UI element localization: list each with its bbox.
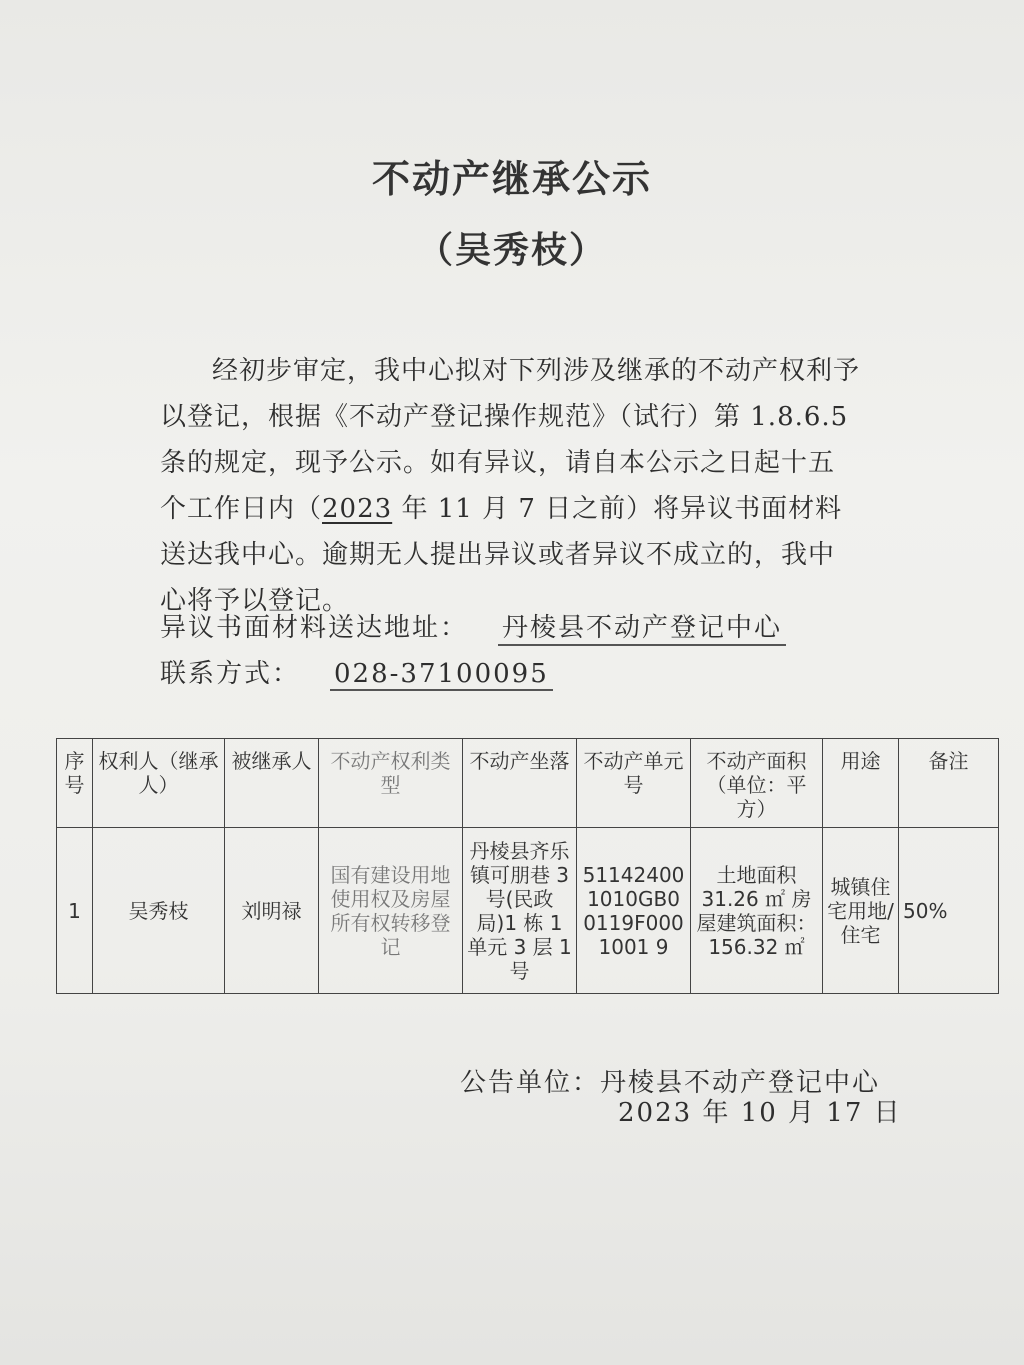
cell-decedent: 刘明禄 <box>225 828 319 994</box>
cell-right-type: 国有建设用地使用权及房屋所有权转移登记 <box>319 828 463 994</box>
contact-row <box>160 653 553 691</box>
header-unit-no: 不动产单元号 <box>577 739 691 828</box>
issuer-line: 公告单位：丹棱县不动产登记中心 <box>460 1068 881 1098</box>
notice-text-part2: 年 11 月 7 日之前）将异议书面材料送达我中心。逾期无人提出异议或者异议不成立的，我中心将予以登记。 <box>160 494 843 616</box>
cell-location: 丹棱县齐乐镇可朋巷 3 号(民政局)1 栋 1 单元 3 层 1 号 <box>463 828 577 994</box>
header-note: 备注 <box>899 739 999 828</box>
table-header-row <box>57 739 999 828</box>
address-value: 丹棱县不动产登记中心 <box>498 607 786 646</box>
cell-unit-no: 511424001010GB00119F0001001 9 <box>577 828 691 994</box>
cell-holder: 吴秀枝 <box>93 828 225 994</box>
header-right-type: 不动产权利类型 <box>319 739 463 828</box>
registration-table <box>56 738 999 994</box>
issue-date: 2023 年 10 月 17 日 <box>618 1098 902 1128</box>
header-decedent: 被继承人 <box>225 739 319 828</box>
header-location: 不动产坐落 <box>463 739 577 828</box>
header-use: 用途 <box>823 739 899 828</box>
cell-area: 土地面积 31.26 ㎡ 房屋建筑面积：156.32 ㎡ <box>691 828 823 994</box>
contact-label: 联系方式： <box>160 659 301 689</box>
page-subtitle: （吴秀枝） <box>416 230 607 271</box>
table-row <box>57 828 999 994</box>
address-label: 异议书面材料送达地址： <box>160 613 469 643</box>
address-row <box>160 607 786 646</box>
notice-text-part1: 经初步审定，我中心拟对下列涉及继承的不动产权利予以登记，根据《不动产登记操作规范》（试行）第 1.8.6.5 条的规定，现予公示。如有异议，请自本公示之日起十五个工作日内（ <box>160 356 861 524</box>
notice-paragraph <box>160 348 860 624</box>
contact-value: 028-37100095 <box>330 659 553 691</box>
cell-use: 城镇住宅用地/住宅 <box>823 828 899 994</box>
cell-note: 50% <box>899 828 999 994</box>
header-holder: 权利人（继承人） <box>93 739 225 828</box>
cell-no: 1 <box>57 828 93 994</box>
header-no: 序号 <box>57 739 93 828</box>
page-title: 不动产继承公示 <box>371 157 652 201</box>
deadline-year: 2023 <box>322 494 393 524</box>
header-area: 不动产面积（单位：平方） <box>691 739 823 828</box>
